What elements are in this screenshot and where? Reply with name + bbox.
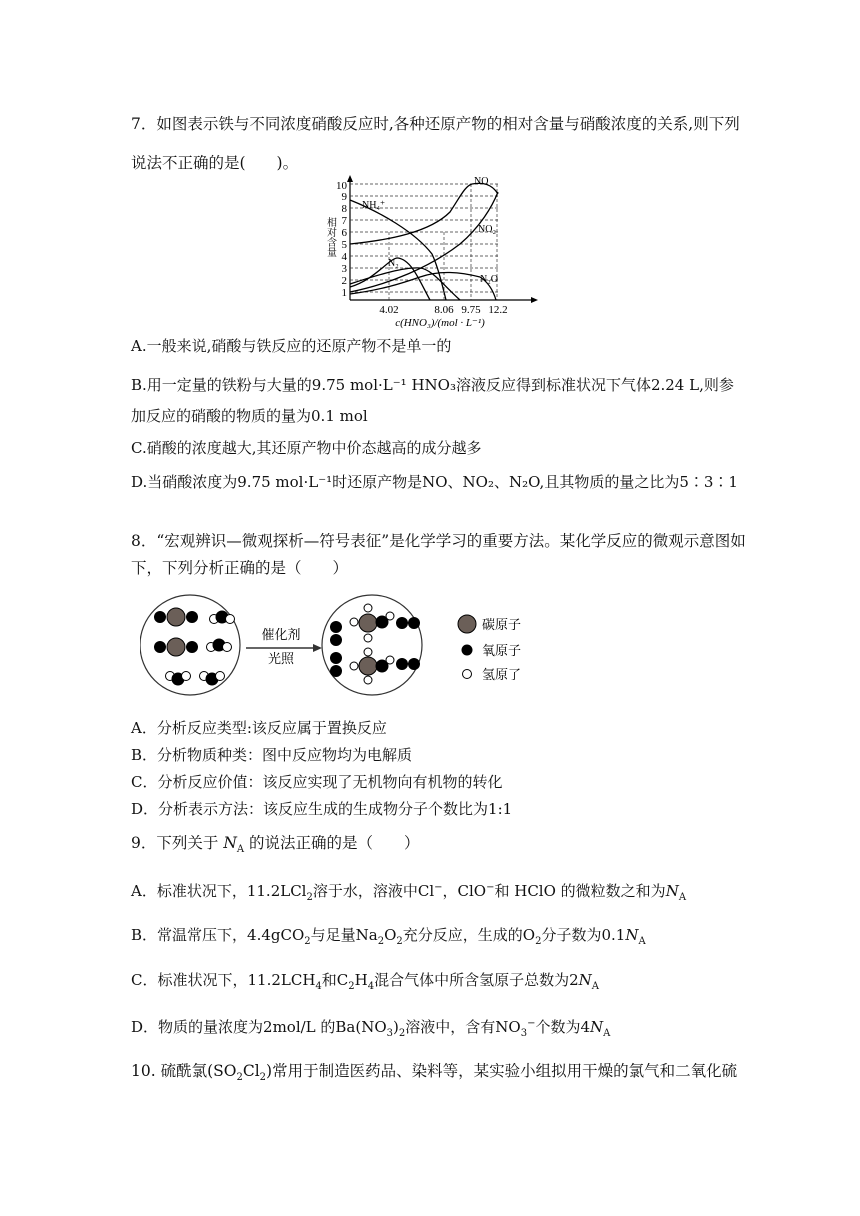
q7-chart <box>320 172 540 332</box>
na-sub: A <box>591 981 600 992</box>
q10-stem: 10. 硫酰氯$(SO_2Cl_2)$常用于制造医药品、染料等，某实验小组拟用干燥的氯气和二氧化硫 <box>131 1062 738 1084</box>
q9-d-pre: D．物质的量浓度为2mol/L 的Ba(NO <box>131 1018 387 1036</box>
chart-y-title: 相对含量 <box>324 217 336 257</box>
na-sub: A <box>638 936 646 947</box>
q9-d-mid: ) <box>393 1018 399 1036</box>
q9-a-post: 和 HClO 的微粒数之和为 <box>494 882 666 900</box>
na-sub: A <box>678 892 687 903</box>
chart-x-title: c(HNO₃)/(mol · L⁻¹) <box>395 317 485 329</box>
y-tick-4: 4 <box>341 251 347 263</box>
q7-stem-line1: 7．如图表示铁与不同浓度硝酸反应时,各种还原产物的相对含量与硝酸浓度的关系,则下列 <box>131 115 740 133</box>
q7-stem-line2: 说法不正确的是( )。 <box>131 154 299 172</box>
na-symbol: N <box>665 882 679 900</box>
q9-option-d: D．物质的量浓度为2mol/L 的$Ba(NO_3)_2$溶液中，含有$NO_3^-$个数为$4N_A$ <box>131 1018 611 1039</box>
q9-b-mid2: O <box>384 926 397 944</box>
y-tick-5: 5 <box>341 239 347 251</box>
q9-a-mid2: ，ClO <box>442 882 487 900</box>
q9-b-pre: B．常温常压下，4.4gCO <box>131 926 305 944</box>
q9-c-pre: C．标准状况下，11.2LCH <box>131 971 316 989</box>
q9-b-mid: 与足量Na <box>310 926 378 944</box>
y-tick-3: 3 <box>341 263 347 275</box>
label-nh4: NH₄⁺ <box>362 200 386 211</box>
arrow-catalyst-label: 催化剂 <box>261 628 301 643</box>
q8-option-c: C．分析反应价值：该反应实现了无机物向有机物的转化 <box>131 773 503 791</box>
y-tick-1: 1 <box>341 287 347 299</box>
na-sub: A <box>236 844 245 856</box>
q9-c-mid: 和C <box>321 971 349 989</box>
legend-carbon-label: 碳原子 <box>482 618 522 633</box>
na-symbol: N <box>590 1018 604 1036</box>
q9-b-post: 分子数为0.1 <box>541 926 626 944</box>
q9-option-c: C．标准状况下，$11.2LCH_4$和$C_2H_4$混合气体中所含氢原子总数为$2N_A$ <box>131 971 600 992</box>
q8-option-d: D．分析表示方法：该反应生成的生成物分子个数比为1:1 <box>131 800 513 818</box>
q7-option-c: C.硝酸的浓度越大,其还原产物中价态越高的成分越多 <box>131 439 482 457</box>
legend-hydrogen-label: 氢原了 <box>482 668 522 683</box>
q9-c-post: 混合气体中所含氢原子总数为2 <box>374 971 579 989</box>
na-symbol: N <box>223 834 237 852</box>
arrow-light-label: 光照 <box>267 652 295 667</box>
q9-option-b: B．常温常压下，4.4gCO$_2$与足量$Na_2O_2$充分反应，生成的$O_2$分子数为$0.1N_A$ <box>131 926 646 947</box>
q9-a-mid: 溶于水，溶液中Cl <box>312 882 435 900</box>
legend-hydrogen-icon <box>463 670 472 679</box>
na-sub: A <box>603 1028 611 1039</box>
q8-option-b: B．分析物质种类：图中反应物均为电解质 <box>131 746 413 764</box>
q10-stem-post: )常用于制造医药品、染料等，某实验小组拟用干燥的氯气和二氧化硫 <box>266 1062 738 1080</box>
q9-a-pre: A．标准状况下，11.2LCl <box>131 882 307 900</box>
label-no: NO <box>474 176 489 187</box>
q7-option-b-line2: 加反应的硝酸的物质的量为0.1 mol <box>131 407 368 425</box>
x-tick-2: 8.06 <box>434 304 454 316</box>
q7-option-b-line1: B.用一定量的铁粉与大量的9.75 mol·L⁻¹ HNO₃溶液反应得到标准状况下气体2.24 L,则参 <box>131 376 734 394</box>
q10-stem-mid: Cl <box>242 1062 260 1080</box>
x-tick-4: 12.2 <box>488 304 508 316</box>
label-n2: N₂ <box>388 258 399 269</box>
y-tick-10: 10 <box>336 180 347 192</box>
legend-carbon-icon <box>458 615 476 633</box>
legend-oxygen-icon <box>462 645 473 656</box>
na-symbol: N <box>625 926 639 944</box>
q9-d-mid2: 溶液中，含有NO <box>405 1018 521 1036</box>
q9-option-a: A．标准状况下，11.2LCl$_2$溶于水，溶液中Cl−，ClO−和 HClO 的微粒数之和为$N_A$ <box>131 882 687 903</box>
q9-stem-pre: 9．下列关于 <box>131 834 219 852</box>
q9-b-mid3: 充分反应，生成的O <box>402 926 536 944</box>
y-tick-6: 6 <box>341 227 347 239</box>
label-n2o: N₂O <box>480 274 498 285</box>
q10-stem-pre: 10. 硫酰氯(SO <box>131 1062 237 1080</box>
q8-option-a: A．分析反应类型:该反应属于置换反应 <box>131 719 387 737</box>
label-no2: NO₂ <box>478 224 496 235</box>
x-tick-3: 9.75 <box>461 304 481 316</box>
na-symbol: N <box>578 971 592 989</box>
q9-d-post: 个数为4 <box>535 1018 591 1036</box>
q8-stem-line1: 8．“宏观辨识—微观探析—符号表征”是化学学习的重要方法。某化学反应的微观示意图如 <box>131 532 746 550</box>
y-tick-2: 2 <box>341 275 347 287</box>
y-tick-8: 8 <box>341 203 347 215</box>
q8-stem-line2: 下，下列分析正确的是（ ） <box>131 559 349 577</box>
q9-stem <box>131 833 420 860</box>
q9-c-mid2: H <box>354 971 368 989</box>
y-tick-7: 7 <box>341 215 347 227</box>
y-tick-9: 9 <box>341 191 347 203</box>
x-tick-1: 4.02 <box>379 304 399 316</box>
legend-oxygen-label: 氧原子 <box>482 644 522 659</box>
q7-option-a: A.一般来说,硝酸与铁反应的还原产物不是单一的 <box>131 337 452 355</box>
q9-stem-post: 的说法正确的是（ ） <box>249 834 420 852</box>
q7-option-d: D.当硝酸浓度为9.75 mol·L⁻¹时还原产物是NO、NO₂、N₂O,且其物质的量之比为5∶3∶1 <box>131 473 738 491</box>
q8-reaction-diagram <box>140 590 540 700</box>
